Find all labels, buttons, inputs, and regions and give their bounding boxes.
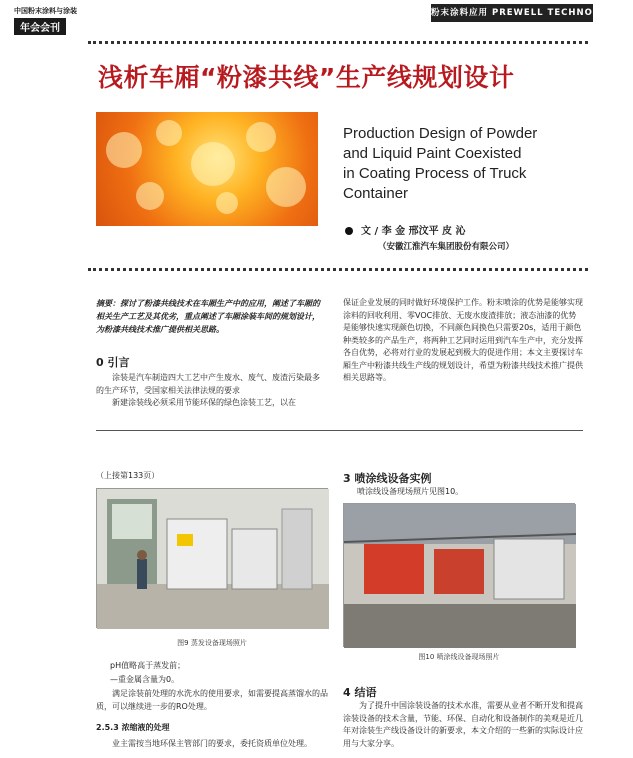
- lower-left-paragraph-2: 业主需按当地环保主管部门的要求，委托资质单位处理。: [112, 739, 312, 748]
- evaporator-photo: [96, 488, 328, 628]
- list-item: pH值略高于蒸发前；: [110, 661, 186, 670]
- figure10-caption: 图10 喷涂线设备现场照片: [418, 653, 500, 661]
- spray-line-photo: [343, 503, 575, 647]
- intro-heading: 0 引言: [96, 356, 130, 369]
- journal-name: 中国粉末涂料与涂装: [14, 7, 77, 15]
- section3-text: 喷涂线设备现场照片见图10。: [357, 487, 464, 496]
- right-column-paragraph: 保证企业发展的同时做好环境保护工作。粉末喷涂的优势是能够实现涂料的回收利用、零VOC排放、无废水废渣排放；液态油漆的优势是能够快速实现颜色切换，不同颜色间换色只需要20s，适用于颜色种类较多的产品生产，将两种工艺同时运用到汽车生产中，充分发挥各自优势，必将对行业的发展起到极大的促进作用；本文主要探讨车厢生产中粉漆共线生产线的规划设计，希望为粉漆共线技术推广提供相关思路等。: [343, 298, 583, 382]
- lower-left-paragraph: 满足涂装前处理的水洗水的使用要求，如需要提高蒸馏水的品质，可以继续进一步的RO处理。: [96, 689, 328, 711]
- abstract: 摘要：探讨了粉漆共线技术在车厢生产中的应用，阐述了车厢的相关生产工艺及其优劣，重点阐述了车厢涂装车间的规划设计，为粉漆共线技术推广提供相关思路。: [96, 299, 320, 334]
- english-title-line: Production Design of Powder: [343, 125, 538, 142]
- continued-note: （上接第133页）: [96, 471, 160, 480]
- section-header: 粉末涂料应用 PREWELL TECHNOLOGIES: [431, 4, 593, 22]
- divider-dotted-mid: [88, 268, 588, 271]
- conclusion-paragraph: 为了提升中国涂装设备的技术水准，需要从业者不断开发和提高涂装设备的技术含量，节能、环保、自动化和设备制作的美观是近几年对涂装生产线设备设计的新要求，本文介绍的一些新的实际设计应用与大家分享。: [343, 701, 583, 748]
- journal-header: [14, 6, 108, 35]
- section4-heading: 4 结语: [343, 686, 377, 699]
- author-line: [345, 222, 466, 237]
- section3-heading: 3 喷涂线设备实例: [343, 472, 432, 485]
- bullet-icon: [345, 227, 353, 235]
- english-title-line: in Coating Process of Truck: [343, 165, 527, 182]
- journal-issue: 年会会刊: [14, 18, 66, 35]
- article-title: 浅析车厢“粉漆共线”生产线规划设计: [98, 63, 515, 92]
- divider-dotted-top: [88, 41, 588, 44]
- figure9-caption: 图9 蒸发设备现场照片: [177, 639, 247, 647]
- affiliation: （安徽江淮汽车集团股份有限公司）: [378, 242, 515, 252]
- author-names: 文 / 李 金 邢汶平 皮 沁: [361, 226, 466, 237]
- english-title-line: Container: [343, 185, 409, 202]
- divider-rule: [96, 430, 583, 431]
- hero-image: [96, 112, 318, 226]
- list-item: —重金属含量为0。: [110, 675, 180, 684]
- intro-paragraph-2: 新建涂装线必须采用节能环保的绿色涂装工艺，以在: [112, 398, 296, 407]
- subsection-heading: 2.5.3 浓缩液的处理: [96, 723, 170, 732]
- english-title: [343, 124, 583, 204]
- intro-paragraph-1: 涂装是汽车制造四大工艺中产生废水、废气、废渣污染最多的生产环节，受国家相关法律法规的要求: [96, 373, 320, 395]
- english-title-line: and Liquid Paint Coexisted: [343, 145, 522, 162]
